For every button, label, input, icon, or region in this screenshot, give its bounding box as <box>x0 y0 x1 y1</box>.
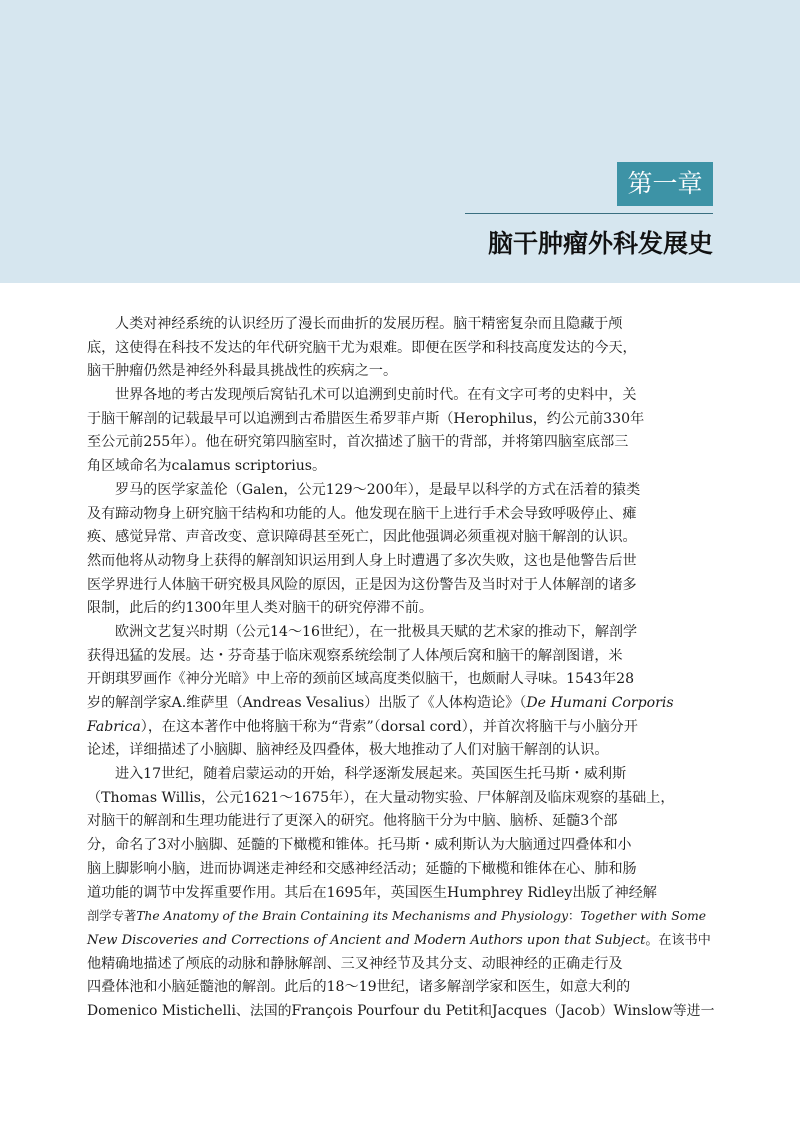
text-line <box>87 716 714 740</box>
book-title-italic: The Anatomy of the Brain Containing its Mechanisms and Physiology <box>136 909 569 924</box>
text-line: 限制，此后的约1300年里人类对脑干的研究停滞不前。 <box>87 600 433 617</box>
text-line: 道功能的调节中发挥重要作用。其后在1695年，英国医生Humphrey Ridley出版了神经解 <box>87 884 657 901</box>
text-line: 脑上脚影响小脑，进而协调迷走神经和交感神经活动；延髓的下橄榄和锥体在心、肺和肠 <box>87 860 637 877</box>
text-run: 。在该书中 <box>645 932 711 948</box>
text-line: 分，命名了3对小脑脚、延髓的下橄榄和锥体。托马斯・威利斯认为大脑通过四叠体和小 <box>87 837 632 854</box>
text-line: 欧洲文艺复兴时期（公元14～16世纪），在一批极具天赋的艺术家的推动下，解剖学 <box>115 623 638 640</box>
text-line: 至公元前255年）。他在研究第四脑室时，首次描述了脑干的背部，并将第四脑室底部三 <box>87 434 629 451</box>
text-line: 四叠体池和小脑延髓池的解剖。此后的18～19世纪，诸多解剖学家和医生，如意大利的 <box>87 979 631 996</box>
book-title-italic: New Discoveries and Corrections of Ancient and Modern Authors upon that Subject <box>87 932 646 948</box>
text-line: 获得迅猛的发展。达・芬奇基于临床观察系统绘制了人体颅后窝和脑干的解剖图谱，米 <box>87 647 623 664</box>
chapter-title: 脑干肿瘤外科发展史 <box>487 229 713 258</box>
text-line <box>87 692 714 716</box>
text-line: 他精确地描述了颅底的动脉和静脉解剖、三叉神经节及其分支、动眼神经的正确走行及 <box>87 955 623 972</box>
chapter-divider <box>465 213 713 214</box>
text-line: 痪、感觉异常、声音改变、意识障碍甚至死亡，因此他强调必须重视对脑干解剖的认识。 <box>87 529 637 546</box>
text-run: ），在这本著作中他将脑干称为“背索”（dorsal cord），并首次将脑干与小脑分开 <box>140 718 638 735</box>
book-title-italic: Fabrica <box>87 718 141 735</box>
text-line: 人类对神经系统的认识经历了漫长而曲折的发展历程。脑干精密复杂而且隐藏于颅 <box>115 316 623 332</box>
text-line: 及有蹄动物身上研究脑干结构和功能的人。他发现在脑干上进行手术会导致呼吸停止、瘫 <box>87 505 637 522</box>
text-run: 岁的解剖学家A.维萨里（Andreas Vesalius）出版了《人体构造论》（ <box>87 695 527 711</box>
book-title-italic: De Humani Corporis <box>526 695 674 711</box>
book-title-italic: Together with Some <box>580 909 707 924</box>
text-line: 罗马的医学家盖伦（Galen，公元129～200年），是最早以科学的方式在活着的猿类 <box>115 481 641 498</box>
text-line: 然而他将从动物身上获得的解剖知识运用到人身上时遭遇了多次失败，这也是他警告后世 <box>87 552 637 569</box>
text-line: （Thomas Willis，公元1621～1675年），在大量动物实验、尸体解剖及临床观察的基础上， <box>87 789 675 806</box>
text-line: 脑干肿瘤仍然是神经外科最具挑战性的疾病之一。 <box>87 363 398 380</box>
text-line: 论述，详细描述了小脑脚、脑神经及四叠体，极大地推动了人们对脑干解剖的认识。 <box>87 742 609 759</box>
text-line: 对脑干的解剖和生理功能进行了更深入的研究。他将脑干分为中脑、脑桥、延髓3个部 <box>87 813 618 830</box>
text-line: 开朗琪罗画作《神分光暗》中上帝的颈前区域高度类似脑干，也颇耐人寻味。1543年28 <box>87 671 635 688</box>
chapter-label: 第一章 <box>617 162 713 206</box>
text-run: 剖学专著 <box>87 909 137 924</box>
text-line: 世界各地的考古发现颅后窝钻孔术可以追溯到史前时代。在有文字可考的史料中，关 <box>115 387 637 404</box>
text-run: ： <box>568 909 581 924</box>
text-line: 进入17世纪，随着启蒙运动的开始，科学逐渐发展起来。英国医生托马斯・威利斯 <box>115 766 627 783</box>
text-line: 医学界进行人体脑干研究极具风险的原因，正是因为这份警告及当时对于人体解剖的诸多 <box>87 576 637 593</box>
text-line <box>87 929 714 953</box>
body-text <box>87 313 714 1024</box>
text-line: 于脑干解剖的记载最早可以追溯到古希腊医生希罗菲卢斯（Herophilus，约公元前330年 <box>87 410 645 427</box>
text-line <box>87 905 714 929</box>
text-line: Domenico Mistichelli、法国的François Pourfour du Petit和Jacques（Jacob）Winslow等进一 <box>87 1002 715 1019</box>
text-line: 底，这使得在科技不发达的年代研究脑干尤为艰难。即便在医学和科技高度发达的今天， <box>87 339 637 356</box>
text-line: 角区域命名为calamus scriptorius。 <box>87 458 327 475</box>
